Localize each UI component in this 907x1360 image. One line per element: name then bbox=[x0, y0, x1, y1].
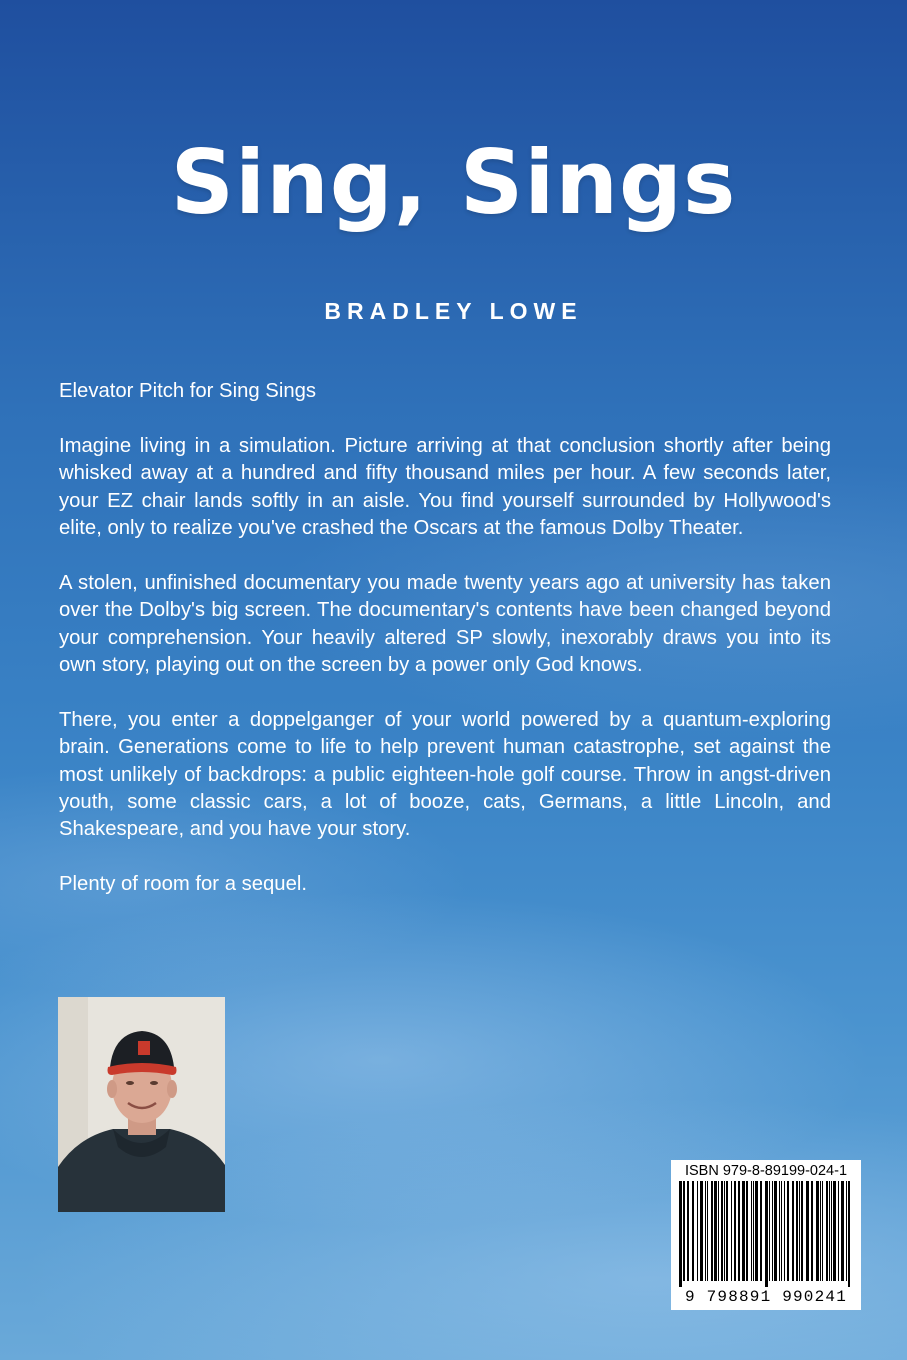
blurb bbox=[59, 378, 831, 926]
blurb-paragraph: There, you enter a doppelganger of your world powered by a quantum-exploring brain. Generations come to life to help prevent human catastrophe, set against the most unlikely of backdrops: a public eighteen-hole golf course. Throw in angst-driven youth, some classic cars, a lot of booze, cats, Germans, a little Lincoln, and Shakespeare, and you have your story. bbox=[59, 708, 831, 841]
blurb-paragraph: Imagine living in a simulation. Picture arriving at that conclusion shortly after being whisked away at a hundred and fifty thousand miles per hour. A few seconds later, your EZ chair lands softly in an aisle. You find yourself surrounded by Hollywood's elite, only to realize you've crashed the Oscars at the famous Dolby Theater. bbox=[59, 434, 831, 540]
author-portrait-illustration bbox=[58, 997, 225, 1212]
author-name: BRADLEY LOWE bbox=[324, 298, 583, 324]
barcode-digits: 9 798891 990241 bbox=[684, 1288, 848, 1306]
book-title: Sing, Sings bbox=[170, 131, 737, 234]
isbn-barcode bbox=[671, 1160, 861, 1310]
blurb-paragraph: A stolen, unfinished documentary you made twenty years ago at university has taken over the Dolby's big screen. The documentary's contents have been changed beyond your comprehension. Your heavily altered SP slowly, inexorably draws you into its own story, playing out on the screen by a power only God knows. bbox=[59, 571, 831, 677]
blurb-closing: Plenty of room for a sequel. bbox=[59, 873, 308, 896]
author-photo bbox=[58, 997, 225, 1212]
blurb-heading: Elevator Pitch for Sing Sings bbox=[59, 380, 317, 402]
barcode-bars bbox=[677, 1181, 855, 1287]
isbn-label: ISBN 979-8-89199-024-1 bbox=[684, 1163, 848, 1179]
